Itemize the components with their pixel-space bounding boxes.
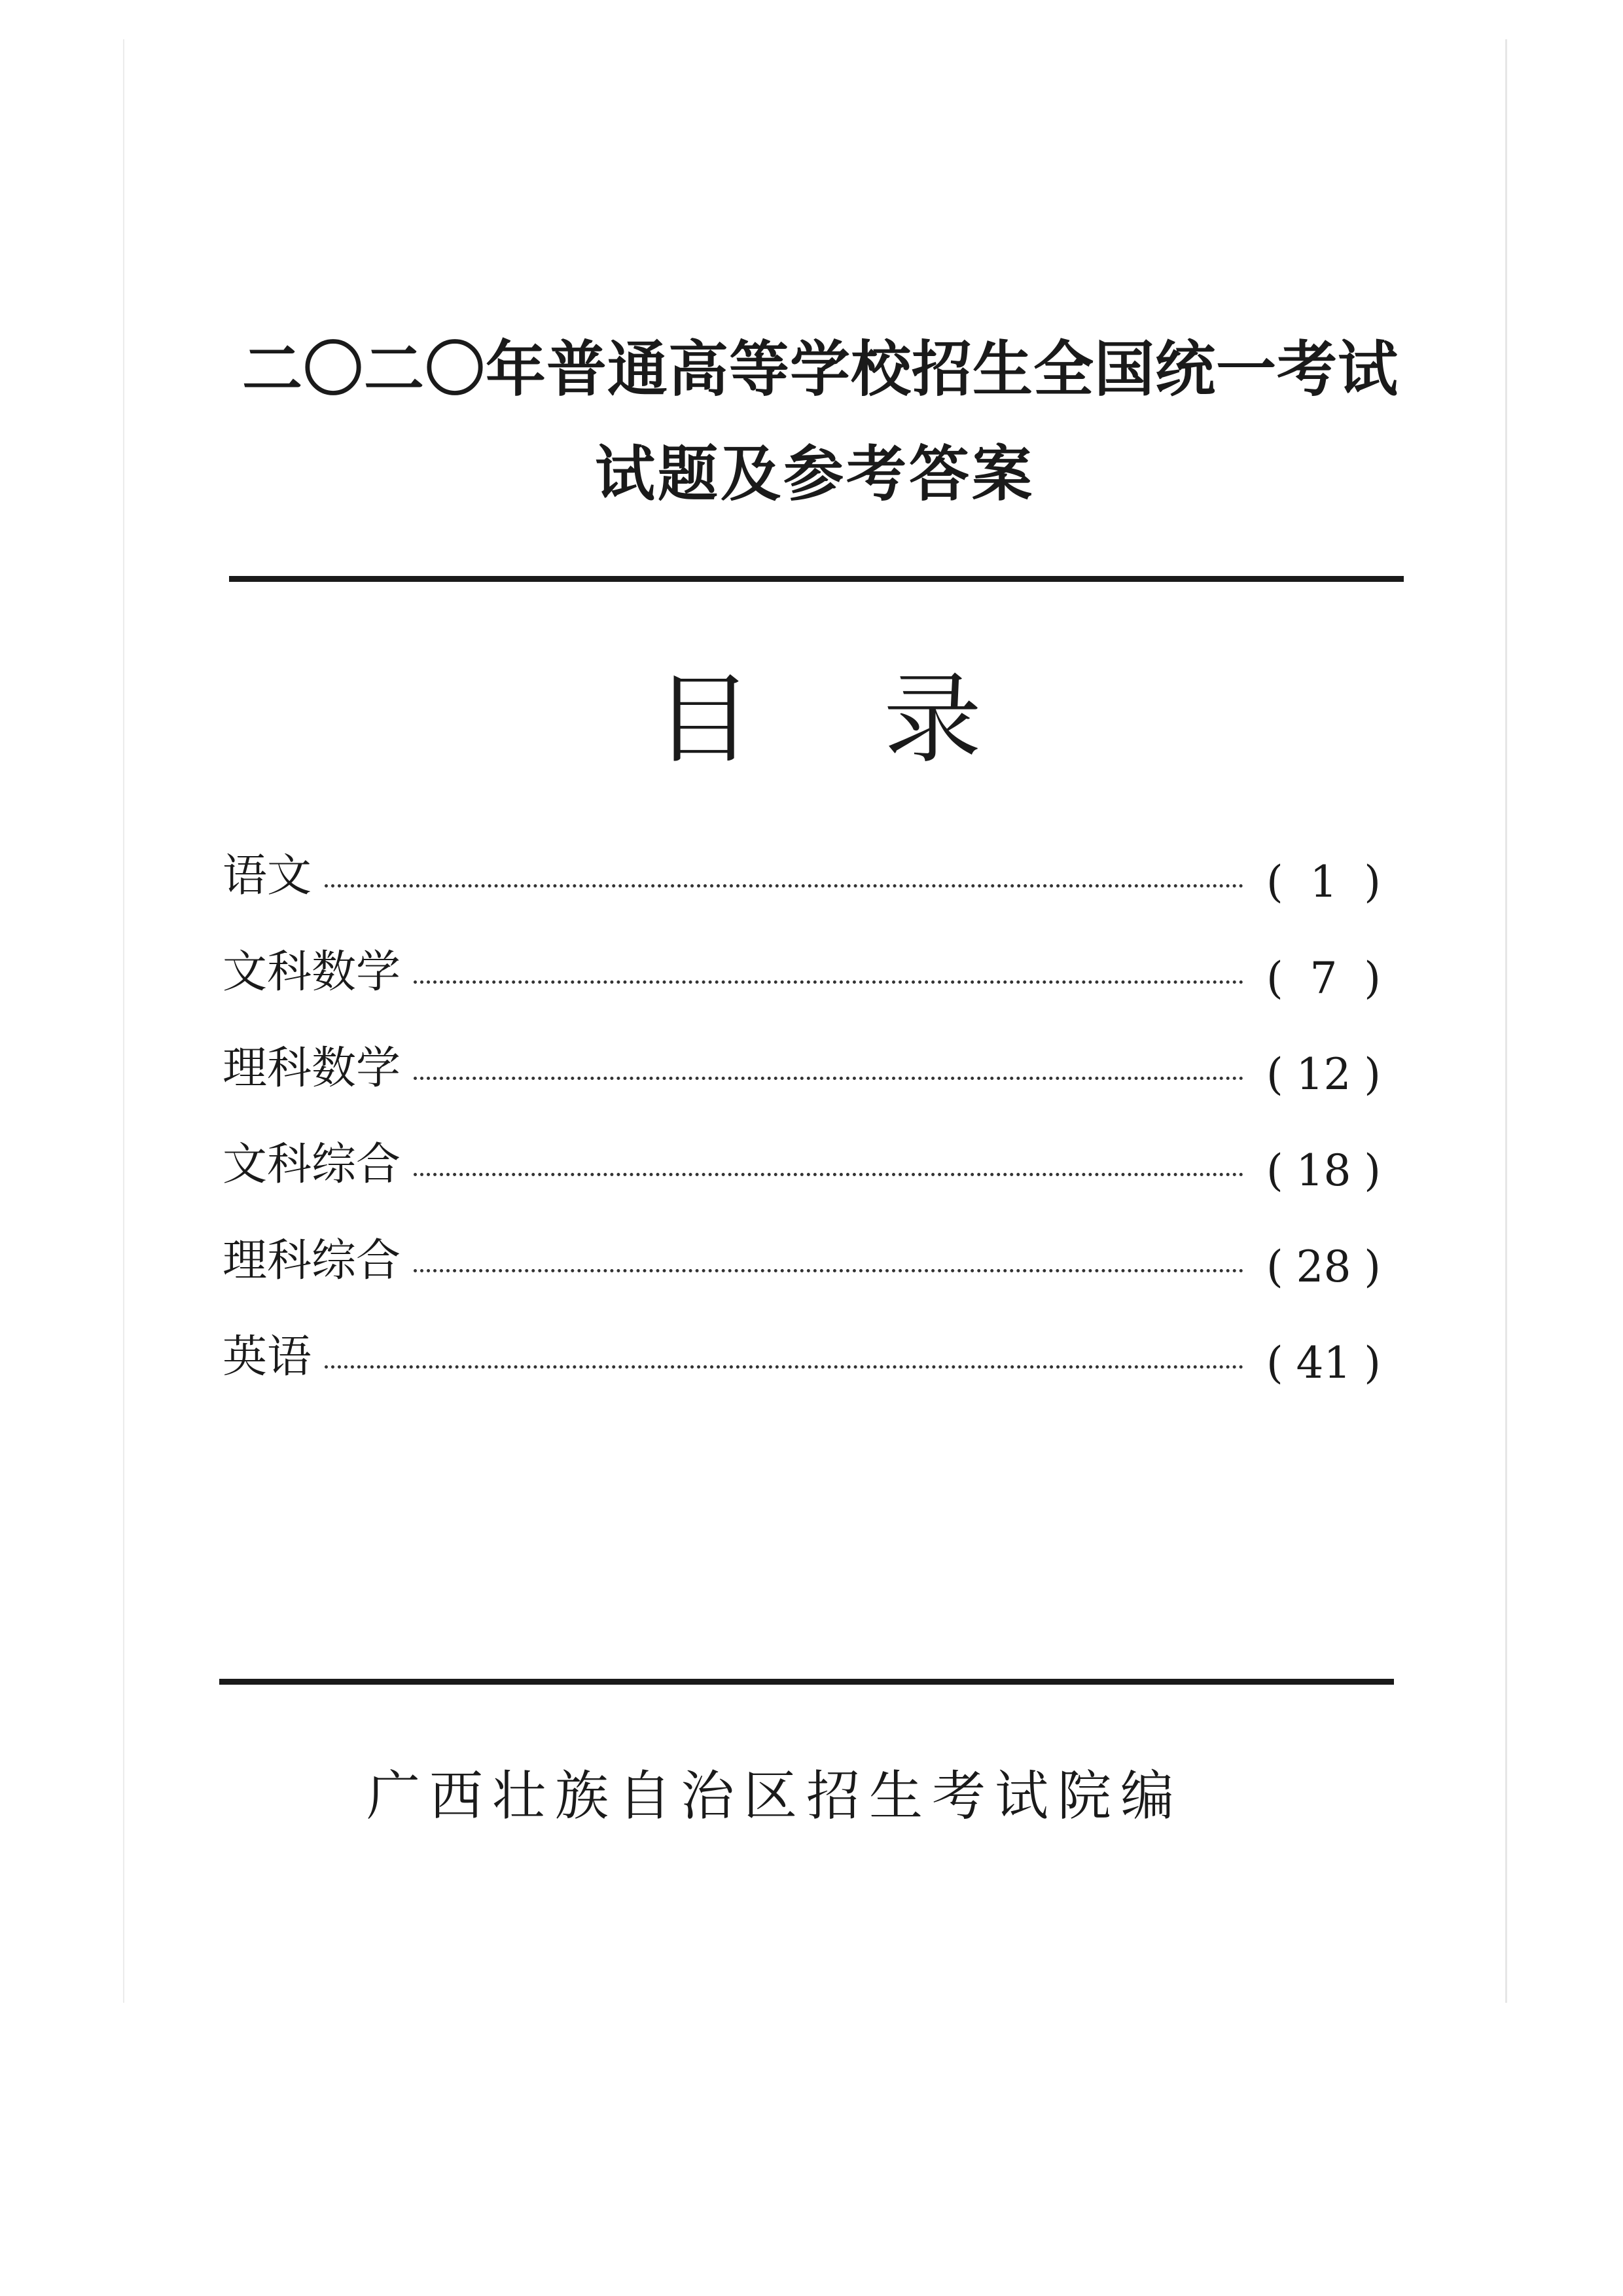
dot-leader <box>414 980 1243 984</box>
toc-entry-label: 文科数学 <box>223 946 401 998</box>
toc-entry-english[interactable] <box>223 1309 1381 1405</box>
dot-leader <box>414 1173 1243 1176</box>
toc-entry-label: 理科综合 <box>223 1234 401 1287</box>
page-number: 18 <box>1296 1145 1351 1196</box>
dot-leader <box>325 1365 1243 1369</box>
toc-entry-page: ( 18 ) <box>1266 1141 1381 1200</box>
toc-entry-label: 语文 <box>223 850 312 902</box>
toc-entry-liberal-arts-math[interactable] <box>223 924 1381 1020</box>
toc-entry-science-comprehensive[interactable] <box>223 1213 1381 1309</box>
top-divider <box>229 576 1404 582</box>
toc-entry-label: 理科数学 <box>223 1042 401 1094</box>
dot-leader <box>414 1077 1243 1080</box>
page-number: 7 <box>1310 952 1338 1003</box>
toc-entry-page: ( 41 ) <box>1266 1334 1381 1393</box>
page-number: 41 <box>1296 1337 1351 1388</box>
document-title-line1: 二〇二〇年普通高等学校招生全国统一考试 <box>242 334 1399 404</box>
page-number: 1 <box>1310 856 1338 907</box>
toc-entry-label: 英语 <box>223 1331 312 1383</box>
dot-leader <box>325 884 1243 888</box>
document-title-line2: 试题及参考答案 <box>594 439 1035 509</box>
toc-entry-page: ( 28 ) <box>1266 1238 1381 1297</box>
page-number: 28 <box>1296 1241 1351 1292</box>
toc-entry-science-math[interactable] <box>223 1020 1381 1117</box>
scan-edge-right <box>1505 39 1507 2003</box>
toc-entry-page: ( 7 ) <box>1266 949 1381 1008</box>
toc-entry-label: 文科综合 <box>223 1138 401 1191</box>
toc-entry-page: ( 1 ) <box>1266 853 1381 912</box>
page-number: 12 <box>1296 1049 1351 1100</box>
toc-entry-chinese[interactable] <box>223 828 1381 924</box>
table-of-contents <box>223 828 1381 1405</box>
dot-leader <box>414 1269 1243 1272</box>
toc-entry-page: ( 12 ) <box>1266 1045 1381 1104</box>
toc-entry-liberal-arts-comprehensive[interactable] <box>223 1117 1381 1213</box>
scan-edge-left <box>123 39 124 2003</box>
bottom-divider <box>219 1679 1394 1685</box>
toc-heading: 目录 <box>654 663 1113 777</box>
publisher-credit: 广西壮族自治区招生考试院编 <box>366 1765 1184 1827</box>
